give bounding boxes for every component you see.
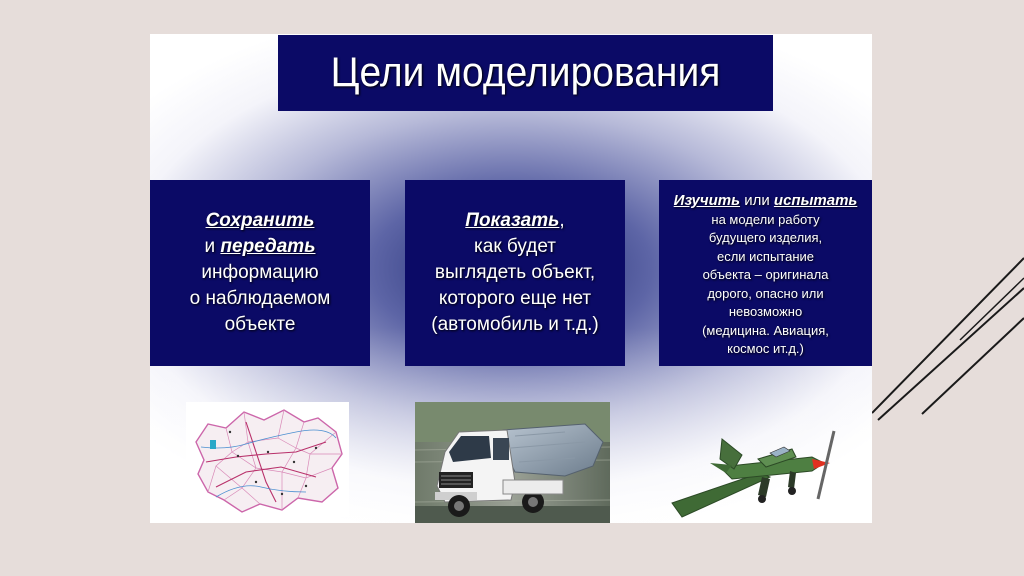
panel-1-line-2-word: передать (220, 236, 316, 257)
decorative-lines (872, 248, 1024, 428)
slide-title: Цели моделирования (330, 49, 721, 96)
panel-2-line-5: (автомобиль и т.д.) (431, 314, 599, 335)
panel-1-line-4: о наблюдаемом (189, 288, 331, 309)
panel-2-line-1-word: Показать (465, 210, 560, 231)
panel-1-line-3: информацию (201, 262, 319, 283)
panel-1-line-2 (205, 234, 316, 260)
panel-1-line-5: объекте (224, 314, 296, 335)
panel-3-line-3: если испытание (716, 248, 815, 264)
panel-3-line-5: дорого, опасно или (707, 285, 824, 301)
panel-show (405, 180, 625, 366)
panel-2-line-3: выглядеть объект, (434, 262, 596, 283)
panel-1-line-2-prefix: и (204, 236, 221, 257)
panel-2-line-4: которого еще нет (438, 288, 592, 309)
title-box (278, 35, 773, 111)
panel-3-line-2: будущего изделия, (708, 230, 823, 245)
panel-3-line-8: космос ит.д.) (727, 341, 804, 356)
panel-3-headline (674, 192, 858, 211)
slide (150, 34, 872, 523)
panel-3-line-1: на модели работу (711, 211, 820, 227)
panel-3-line-6: невозможно (728, 304, 803, 319)
panel-1-line-1: Сохранить (205, 210, 315, 231)
region-map-image (186, 402, 349, 517)
panel-study-test (659, 180, 872, 366)
panel-3-headline-word1: Изучить (673, 192, 741, 209)
panel-2-line-2: как будет (474, 236, 556, 257)
panel-3-line-4: объекта – оригинала (702, 267, 829, 282)
panel-2-line-1-suffix: , (559, 210, 565, 231)
panel-3-line-7: (медицина. Авиация, (702, 322, 829, 338)
panel-3-headline-mid: или (740, 192, 774, 209)
covered-truck-image (415, 402, 610, 523)
panel-3-headline-word2: испытать (773, 192, 858, 209)
panel-2-line-1 (465, 208, 564, 234)
panel-save-transfer (150, 180, 370, 366)
military-airplane-image (662, 429, 842, 519)
